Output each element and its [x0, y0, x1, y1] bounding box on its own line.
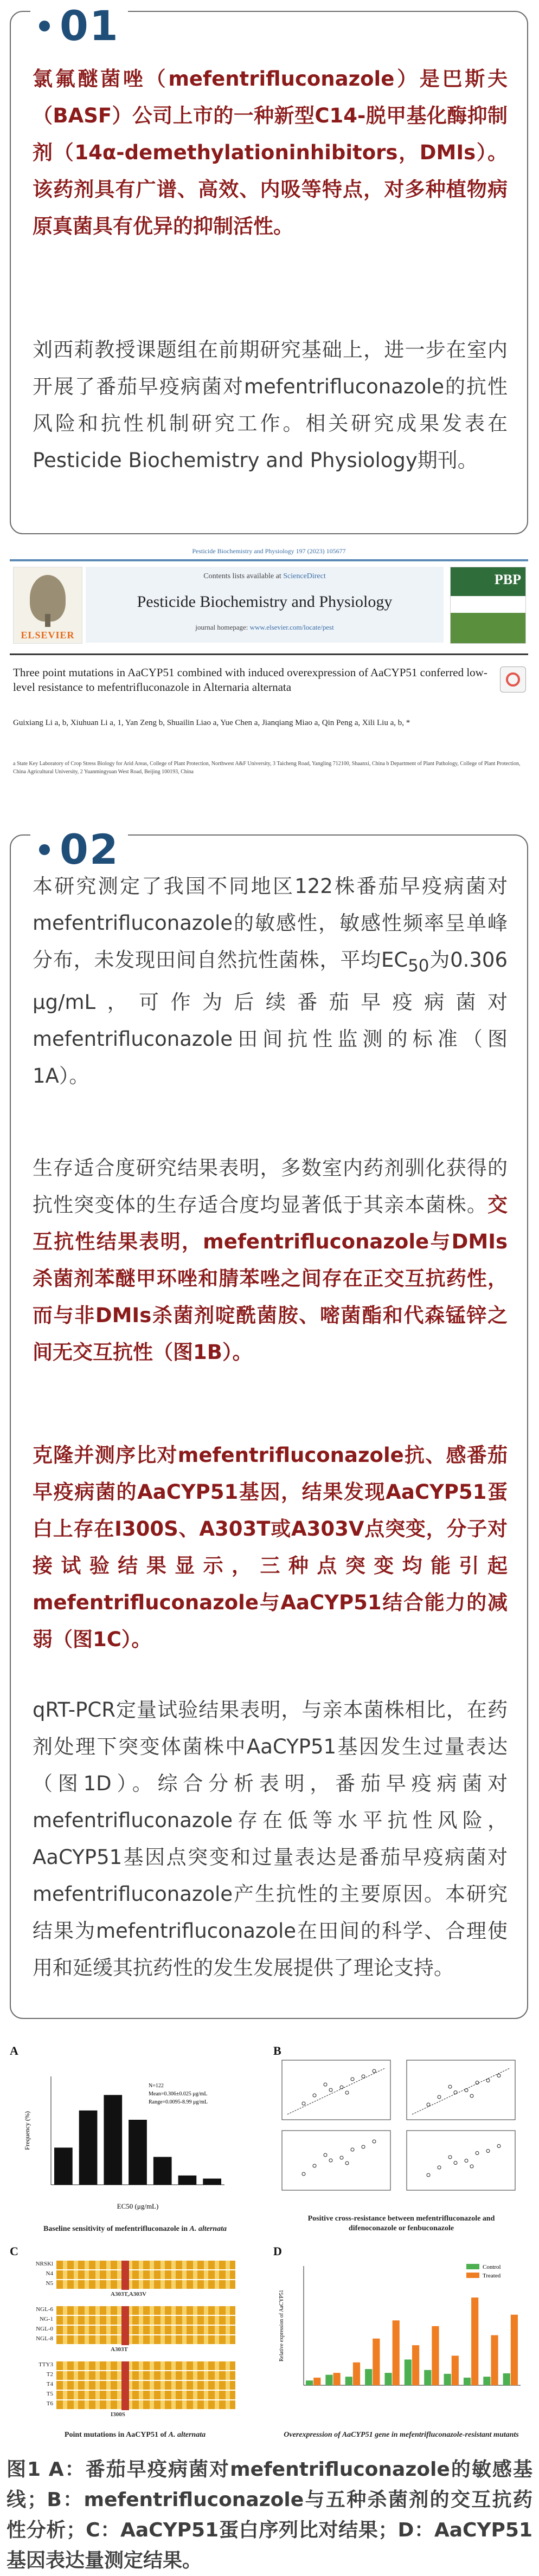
- control-bar: [325, 2375, 332, 2385]
- overexpression-paragraph: qRT-PCR定量试验结果表明，与亲本菌株相比，在药剂处理下突变体菌株中AaCYP51基因发生过量表达（图1D）。综合分析表明，番茄早疫病菌对mefentrifluconazole存在低等水平抗性风险，AaCYP51基因点突变和过量表达是番茄早疫病菌对mefentrifluconazole产生抗性的主要原因。本研究结果为mefentrifluconazole在田间的科学、合理使用和延缓其抗药性的发生发展提供了理论支持。: [33, 1698, 508, 1979]
- sequence-name: NGL-0: [36, 2326, 53, 2332]
- elsevier-logo: [13, 567, 82, 644]
- histogram-bar: [129, 2120, 147, 2185]
- sequence-track: [56, 2326, 235, 2334]
- sequence-name: N5: [46, 2280, 53, 2287]
- legend-label: Treated: [483, 2273, 501, 2279]
- scatter-point: [465, 2159, 468, 2163]
- scatter-point: [470, 2094, 473, 2098]
- stat-line: Mean=0.306±0.025 μg/mL: [149, 2091, 208, 2097]
- sequence-track: [56, 2261, 235, 2269]
- sequence-track: [56, 2391, 235, 2399]
- scatter-point: [351, 2077, 354, 2081]
- journal-masthead: [86, 567, 444, 643]
- histogram-bar: [178, 2176, 197, 2185]
- scatter-panel: [407, 2131, 515, 2190]
- trend-line: [287, 2068, 385, 2114]
- journal-top-bar: [10, 559, 528, 561]
- sequence-name: NGL-8: [36, 2335, 53, 2342]
- scatter-point: [329, 2159, 332, 2162]
- expression-bar-chart: [271, 2244, 531, 2423]
- scatter-point: [345, 2161, 349, 2165]
- mutation-label: A303T: [111, 2346, 128, 2353]
- sequence-track: [56, 2335, 235, 2344]
- check-for-updates-icon[interactable]: [500, 666, 526, 692]
- control-bar: [464, 2378, 471, 2385]
- scatter-point: [362, 2145, 365, 2148]
- treated-bar: [471, 2297, 478, 2385]
- panel-a: [8, 2044, 262, 2234]
- legend-swatch: [466, 2273, 479, 2278]
- treated-bar: [373, 2339, 380, 2385]
- section-card-01: [10, 2, 528, 534]
- y-axis-label: Frequency (%): [23, 2111, 31, 2150]
- treated-bar: [313, 2378, 320, 2385]
- panel-d: [271, 2244, 531, 2439]
- x-axis-label: EC50 (μg/mL): [117, 2202, 159, 2210]
- scatter-point: [302, 2172, 305, 2176]
- scatter-point: [427, 2103, 430, 2106]
- control-bar: [365, 2369, 372, 2385]
- cover-label: PBP: [494, 572, 521, 587]
- scatter-point: [438, 2166, 441, 2169]
- sequence-name: T6: [46, 2400, 53, 2407]
- journal-header-image: [10, 547, 528, 818]
- sensitivity-paragraph: 本研究测定了我国不同地区122株番茄早疫病菌对mefentrifluconazole的敏感性，敏感性频率呈单峰分布，未发现田间自然抗性菌株，平均$EC_{50}$为0.306 μg/mL，可作为后续番茄早疫病菌对mefentrifluconazole田间抗性监测的标准（图1A）。: [33, 875, 508, 1088]
- control-bar: [405, 2359, 412, 2385]
- homepage-link[interactable]: www.elsevier.com/locate/pest: [249, 623, 334, 631]
- section-number-badge: [30, 827, 128, 872]
- stat-line: N=122: [149, 2083, 164, 2089]
- legend-swatch: [466, 2264, 479, 2269]
- treated-bar: [511, 2315, 518, 2385]
- sciencedirect-link[interactable]: ScienceDirect: [283, 572, 326, 580]
- scatter-point: [345, 2091, 349, 2094]
- panel-label: B: [273, 2044, 281, 2057]
- section-number-badge: [30, 3, 128, 49]
- homepage-line: journal homepage: www.elsevier.com/locate/pest: [195, 623, 334, 631]
- sequence-track: [56, 2400, 235, 2409]
- scatter-point: [438, 2095, 441, 2099]
- sequence-name: NG-1: [39, 2316, 53, 2322]
- treated-bar: [353, 2363, 360, 2385]
- sequence-alignment: [18, 2261, 252, 2423]
- scatter-point: [465, 2089, 468, 2092]
- sequence-name: NGL-6: [36, 2306, 53, 2313]
- scatter-point: [313, 2094, 316, 2097]
- histogram-bar: [54, 2147, 73, 2185]
- control-bar: [444, 2374, 451, 2385]
- treated-bar: [491, 2335, 498, 2385]
- sequence-track: [56, 2361, 235, 2370]
- publisher-name: ELSEVIER: [21, 630, 75, 640]
- panel-c: [8, 2244, 262, 2439]
- trend-line: [412, 2068, 510, 2114]
- bullet-dot-icon: [39, 844, 50, 855]
- sequence-name: T2: [46, 2371, 53, 2378]
- author-list: Guixiang Li a, b, Xiuhuan Li a, 1, Yan Zeng b, Shuailin Liao a, Yue Chen a, Jianqiang Miao a, Qin Peng a, Xili Liu a, b, *: [13, 719, 410, 727]
- control-bar: [503, 2373, 510, 2385]
- journal-cover-thumbnail: [450, 567, 526, 644]
- scatter-point: [470, 2165, 473, 2168]
- control-bar: [384, 2373, 392, 2385]
- panel-label: C: [10, 2244, 18, 2258]
- scatter-point: [427, 2173, 430, 2177]
- baseline-histogram: [8, 2044, 262, 2217]
- histogram-bar: [104, 2095, 122, 2185]
- mutation-label: I300S: [111, 2411, 125, 2418]
- contents-line: Contents lists available at ScienceDirect: [203, 572, 326, 580]
- panel-caption: Baseline sensitivity of mefentrifluconazole in A. alternata: [43, 2225, 227, 2233]
- scatter-point: [324, 2153, 327, 2157]
- sequence-track: [56, 2306, 235, 2315]
- panel-b: [271, 2044, 531, 2234]
- histogram-bar: [153, 2157, 172, 2185]
- journal-title: Pesticide Biochemistry and Physiology: [137, 593, 393, 611]
- section-number: 01: [60, 2, 119, 50]
- section-number: 02: [60, 825, 119, 873]
- scatter-point: [448, 2156, 452, 2159]
- mutation-highlight: [121, 2361, 129, 2410]
- sequence-name: T5: [46, 2391, 53, 2397]
- scatter-point: [302, 2102, 305, 2105]
- sequence-name: TTY3: [39, 2361, 53, 2368]
- panel-caption: Positive cross-resistance between mefentrifluconazole and difenoconazole or fenbuconazole: [307, 2215, 495, 2232]
- figure-caption: 图1 A：番茄早疫病菌对mefentrifluconazole的敏感基线；B：mefentrifluconazole与五种杀菌剂的交互抗药性分析；C：AaCYP51蛋白序列比对结果；D：AaCYP51基因表达量测定结果。: [7, 2458, 532, 2572]
- sequence-track: [56, 2316, 235, 2325]
- panel-label: A: [10, 2044, 18, 2057]
- scatter-point: [476, 2152, 479, 2155]
- bullet-dot-icon: [39, 21, 50, 31]
- mutation-highlight: [121, 2261, 129, 2290]
- divider: [10, 653, 528, 655]
- section-card-02: [10, 825, 528, 2019]
- scatter-point: [454, 2161, 457, 2165]
- sequence-track: [56, 2371, 235, 2380]
- panel-label: D: [273, 2244, 282, 2258]
- fitness-cross-resistance-paragraph: 生存适合度研究结果表明，多数室内药剂驯化获得的抗性突变体的生存适合度均显著低于其亲本菌株。交互抗性结果表明，mefentrifluconazole与DMIs杀菌剂苯醚甲环唑和腈苯唑之间存在正交互抗药性，而与非DMIs杀菌剂啶酰菌胺、嘧菌酯和代森锰锌之间无交互抗性（图1B）。: [33, 1156, 508, 1364]
- intro-paragraph: 氯氟醚菌唑（mefentrifluconazole）是巴斯夫（BASF）公司上市的一种新型C14-脱甲基化酶抑制剂（14α-demethylationinhibitors，DMIs）。该药剂具有广谱、高效、内吸等特点，对多种植物病原真菌具有优异的抑制活性。: [33, 67, 508, 238]
- scatter-point: [340, 2156, 343, 2159]
- sequence-track: [56, 2270, 235, 2279]
- legend-label: Control: [483, 2264, 501, 2270]
- scatter-point: [362, 2075, 365, 2078]
- control-bar: [306, 2380, 313, 2385]
- control-bar: [345, 2377, 352, 2385]
- sequence-name: N4: [46, 2270, 53, 2277]
- scatter-point: [351, 2148, 354, 2151]
- sequence-name: T4: [46, 2381, 53, 2387]
- sequence-track: [56, 2381, 235, 2390]
- treated-bar: [412, 2345, 419, 2385]
- treated-bar: [432, 2326, 439, 2385]
- histogram-bar: [203, 2179, 221, 2185]
- paper-title: Three point mutations in AaCYP51 combined with induced overexpression of AaCYP51 conferred low-level resistance to mefentrifluconazole in Alternaria alternata: [13, 666, 487, 694]
- scatter-point: [313, 2164, 316, 2167]
- panel-caption: Overexpression of AaCYP51 gene in mefentrifluconazole-resistant mutants: [284, 2431, 519, 2439]
- scatter-point: [497, 2145, 501, 2148]
- treated-bar: [393, 2320, 400, 2385]
- sequence-track: [56, 2280, 235, 2289]
- control-bar: [424, 2370, 431, 2385]
- research-background-paragraph: 刘西莉教授课题组在前期研究基础上，进一步在室内开展了番茄早疫病菌对mefentrifluconazole的抗性风险和抗性机制研究工作。相关研究成果发表在Pesticide Biochemistry and Physiology期刊。: [33, 338, 508, 472]
- scatter-point: [329, 2088, 332, 2092]
- control-bar: [483, 2377, 490, 2385]
- scatter-point: [486, 2150, 490, 2153]
- panel-caption: Point mutations in AaCYP51 of A. alternata: [64, 2431, 206, 2439]
- mutation-label: A303T,A303V: [111, 2291, 147, 2297]
- figure-1: [0, 2038, 539, 2450]
- scatter-point: [373, 2069, 376, 2073]
- point-mutation-paragraph: 克隆并测序比对mefentrifluconazole抗、感番茄早疫病菌的AaCYP51基因，结果发现AaCYP51蛋白上存在I300S、A303T或A303V点突变，分子对接试验结果显示，三种点突变均能引起mefentrifluconazole与AaCYP51结合能力的减弱（图1C）。: [33, 1444, 508, 1651]
- scatter-panel: [407, 2060, 515, 2120]
- cross-resistance-scatter-grid: [271, 2049, 531, 2212]
- treated-bar: [333, 2373, 341, 2385]
- scatter-point: [497, 2074, 501, 2077]
- stat-line: Range=0.0095-8.99 μg/mL: [149, 2099, 208, 2105]
- scatter-point: [448, 2085, 452, 2088]
- treated-bar: [452, 2355, 459, 2385]
- scatter-point: [373, 2140, 376, 2143]
- y-axis-label: Relative expression of AaCYP51: [279, 2289, 285, 2362]
- mutation-highlight: [121, 2306, 129, 2345]
- affiliations: a State Key Laboratory of Crop Stress Biology for Arid Areas, College of Plant Protection, Northwest A&F University, 3 Taicheng Road, Yangling 712100, Shaanxi, China b Department of Plant Pathology, College of Plant Protection, China Agricultural University, 2 Yuanmingyuan West Road, Beijing 100193, China: [13, 761, 521, 775]
- scatter-point: [324, 2083, 327, 2086]
- sequence-name: NRSKl: [35, 2261, 53, 2267]
- cross-resistance-highlight: 交互抗性结果表明，mefentrifluconazole与DMIs杀菌剂苯醚甲环唑和腈苯唑之间存在正交互抗药性，而与非DMIs杀菌剂啶酰菌胺、嘧菌酯和代森锰锌之间无交互抗性（图1B）。: [33, 1193, 508, 1364]
- histogram-bar: [79, 2111, 98, 2185]
- journal-citation-line: Pesticide Biochemistry and Physiology 197 (2023) 105677: [192, 547, 346, 555]
